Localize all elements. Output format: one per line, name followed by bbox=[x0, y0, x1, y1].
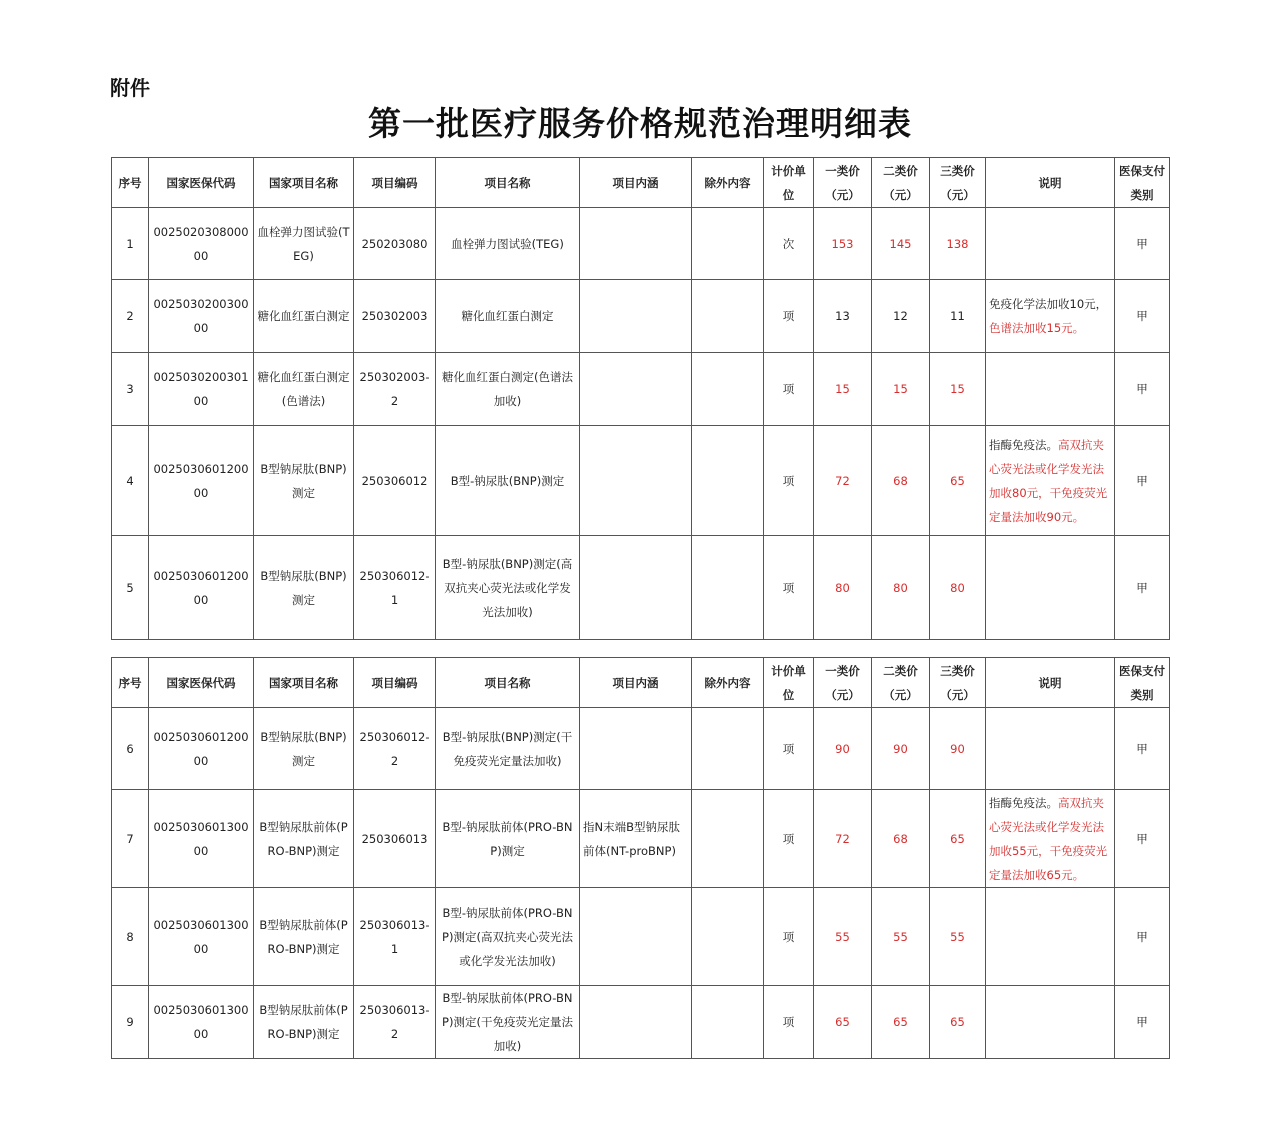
header-p1: 一类价（元） bbox=[814, 158, 872, 208]
header-content: 项目内涵 bbox=[580, 158, 692, 208]
cell-item-name: B型-钠尿肽前体(PRO-BNP)测定(干免疫荧光定量法加收) bbox=[436, 986, 580, 1059]
cell-nat-name: 糖化血红蛋白测定 bbox=[254, 280, 354, 353]
cell-unit: 项 bbox=[764, 536, 814, 640]
cell-unit: 项 bbox=[764, 353, 814, 426]
cell-p2: 65 bbox=[872, 986, 930, 1059]
cell-excluded bbox=[692, 986, 764, 1059]
cell-p2: 90 bbox=[872, 708, 930, 790]
cell-p3: 138 bbox=[930, 208, 986, 280]
cell-no: 8 bbox=[112, 888, 149, 986]
cell-pay: 甲 bbox=[1115, 208, 1170, 280]
cell-item-code: 250306012-1 bbox=[354, 536, 436, 640]
attachment-label: 附件 bbox=[110, 76, 150, 100]
cell-content bbox=[580, 208, 692, 280]
header-no: 序号 bbox=[112, 658, 149, 708]
cell-excluded bbox=[692, 208, 764, 280]
cell-content bbox=[580, 426, 692, 536]
price-table-part-1 bbox=[111, 157, 1170, 640]
cell-item-name: B型-钠尿肽(BNP)测定(高双抗夹心荧光法或化学发光法加收) bbox=[436, 536, 580, 640]
header-p3: 三类价（元） bbox=[930, 658, 986, 708]
header-unit: 计价单位 bbox=[764, 158, 814, 208]
cell-code: 002503020030000 bbox=[149, 280, 254, 353]
cell-item-name: B型-钠尿肽(BNP)测定(干免疫荧光定量法加收) bbox=[436, 708, 580, 790]
remark-text: 指酶免疫法。 bbox=[989, 795, 1058, 810]
table-header-row bbox=[112, 658, 1170, 708]
cell-remark bbox=[986, 888, 1115, 986]
cell-no: 6 bbox=[112, 708, 149, 790]
header-pay: 医保支付类别 bbox=[1115, 658, 1170, 708]
header-item-code: 项目编码 bbox=[354, 158, 436, 208]
table-row bbox=[112, 208, 1170, 280]
cell-excluded bbox=[692, 353, 764, 426]
cell-item-code: 250306012-2 bbox=[354, 708, 436, 790]
price-table-part-2 bbox=[111, 657, 1170, 1059]
cell-unit: 项 bbox=[764, 426, 814, 536]
cell-p3: 90 bbox=[930, 708, 986, 790]
cell-no: 9 bbox=[112, 986, 149, 1059]
cell-remark bbox=[986, 280, 1115, 353]
cell-content bbox=[580, 536, 692, 640]
cell-p2: 68 bbox=[872, 426, 930, 536]
header-pay: 医保支付类别 bbox=[1115, 158, 1170, 208]
header-item-name: 项目名称 bbox=[436, 158, 580, 208]
cell-code: 002502030800000 bbox=[149, 208, 254, 280]
table-row bbox=[112, 888, 1170, 986]
header-p2: 二类价（元） bbox=[872, 658, 930, 708]
cell-p2: 145 bbox=[872, 208, 930, 280]
cell-pay: 甲 bbox=[1115, 790, 1170, 888]
cell-code: 002503020030100 bbox=[149, 353, 254, 426]
cell-p2: 80 bbox=[872, 536, 930, 640]
cell-pay: 甲 bbox=[1115, 708, 1170, 790]
cell-pay: 甲 bbox=[1115, 888, 1170, 986]
header-remark: 说明 bbox=[986, 658, 1115, 708]
cell-p2: 68 bbox=[872, 790, 930, 888]
cell-nat-name: B型钠尿肽前体(PRO-BNP)测定 bbox=[254, 888, 354, 986]
cell-p1: 153 bbox=[814, 208, 872, 280]
header-remark: 说明 bbox=[986, 158, 1115, 208]
header-no: 序号 bbox=[112, 158, 149, 208]
table-header-row bbox=[112, 158, 1170, 208]
cell-nat-name: B型钠尿肽(BNP)测定 bbox=[254, 426, 354, 536]
cell-no: 3 bbox=[112, 353, 149, 426]
cell-remark bbox=[986, 353, 1115, 426]
cell-content bbox=[580, 708, 692, 790]
cell-no: 4 bbox=[112, 426, 149, 536]
cell-excluded bbox=[692, 426, 764, 536]
cell-pay: 甲 bbox=[1115, 280, 1170, 353]
cell-pay: 甲 bbox=[1115, 353, 1170, 426]
page-title: 第一批医疗服务价格规范治理明细表 bbox=[368, 104, 912, 143]
table-row bbox=[112, 986, 1170, 1059]
cell-item-name: B型-钠尿肽前体(PRO-BNP)测定(高双抗夹心荧光法或化学发光法加收) bbox=[436, 888, 580, 986]
cell-item-code: 250203080 bbox=[354, 208, 436, 280]
cell-p3: 11 bbox=[930, 280, 986, 353]
cell-code: 002503060120000 bbox=[149, 708, 254, 790]
cell-unit: 项 bbox=[764, 986, 814, 1059]
cell-item-code: 250306013 bbox=[354, 790, 436, 888]
cell-p3: 80 bbox=[930, 536, 986, 640]
cell-p1: 65 bbox=[814, 986, 872, 1059]
cell-p3: 55 bbox=[930, 888, 986, 986]
cell-content bbox=[580, 790, 692, 888]
cell-remark bbox=[986, 790, 1115, 888]
header-content: 项目内涵 bbox=[580, 658, 692, 708]
remark-text: 指酶免疫法。 bbox=[989, 437, 1058, 452]
cell-excluded bbox=[692, 790, 764, 888]
cell-nat-name: 糖化血红蛋白测定(色谱法) bbox=[254, 353, 354, 426]
cell-item-code: 250306013-2 bbox=[354, 986, 436, 1059]
cell-excluded bbox=[692, 888, 764, 986]
cell-content bbox=[580, 353, 692, 426]
header-excluded: 除外内容 bbox=[692, 658, 764, 708]
cell-item-name: B型-钠尿肽(BNP)测定 bbox=[436, 426, 580, 536]
cell-unit: 项 bbox=[764, 708, 814, 790]
cell-pay: 甲 bbox=[1115, 536, 1170, 640]
cell-unit: 项 bbox=[764, 888, 814, 986]
header-p2: 二类价（元） bbox=[872, 158, 930, 208]
cell-remark bbox=[986, 536, 1115, 640]
cell-item-name: 糖化血红蛋白测定(色谱法加收) bbox=[436, 353, 580, 426]
cell-p1: 15 bbox=[814, 353, 872, 426]
cell-p2: 15 bbox=[872, 353, 930, 426]
header-p3: 三类价（元） bbox=[930, 158, 986, 208]
header-unit: 计价单位 bbox=[764, 658, 814, 708]
cell-p3: 65 bbox=[930, 426, 986, 536]
header-item-name: 项目名称 bbox=[436, 658, 580, 708]
cell-code: 002503060120000 bbox=[149, 426, 254, 536]
cell-p3: 65 bbox=[930, 790, 986, 888]
cell-pay: 甲 bbox=[1115, 986, 1170, 1059]
cell-item-code: 250302003 bbox=[354, 280, 436, 353]
remark-surcharge-text: 高双抗夹心荧光法或化学发光法加收80元，干免疫荧光定量法加收90元。 bbox=[989, 437, 1108, 524]
cell-excluded bbox=[692, 708, 764, 790]
cell-remark bbox=[986, 708, 1115, 790]
remark-surcharge-text: 色谱法加收15元。 bbox=[989, 321, 1085, 335]
cell-item-name: B型-钠尿肽前体(PRO-BNP)测定 bbox=[436, 790, 580, 888]
table-row bbox=[112, 353, 1170, 426]
header-code: 国家医保代码 bbox=[149, 158, 254, 208]
cell-content bbox=[580, 986, 692, 1059]
header-item-code: 项目编码 bbox=[354, 658, 436, 708]
cell-item-name: 血栓弹力图试验(TEG) bbox=[436, 208, 580, 280]
cell-p1: 13 bbox=[814, 280, 872, 353]
cell-p1: 55 bbox=[814, 888, 872, 986]
cell-no: 2 bbox=[112, 280, 149, 353]
cell-nat-name: 血栓弹力图试验(TEG) bbox=[254, 208, 354, 280]
cell-nat-name: B型钠尿肽前体(PRO-BNP)测定 bbox=[254, 790, 354, 888]
cell-excluded bbox=[692, 280, 764, 353]
cell-unit: 项 bbox=[764, 790, 814, 888]
remark-text: 免疫化学法加收10元， bbox=[989, 297, 1108, 311]
header-code: 国家医保代码 bbox=[149, 658, 254, 708]
cell-unit: 次 bbox=[764, 208, 814, 280]
cell-content bbox=[580, 280, 692, 353]
cell-code: 002503060130000 bbox=[149, 888, 254, 986]
cell-code: 002503060130000 bbox=[149, 790, 254, 888]
cell-remark bbox=[986, 986, 1115, 1059]
cell-no: 5 bbox=[112, 536, 149, 640]
cell-code: 002503060120000 bbox=[149, 536, 254, 640]
cell-p3: 65 bbox=[930, 986, 986, 1059]
cell-item-name: 糖化血红蛋白测定 bbox=[436, 280, 580, 353]
header-nat-name: 国家项目名称 bbox=[254, 158, 354, 208]
cell-p1: 72 bbox=[814, 790, 872, 888]
cell-no: 1 bbox=[112, 208, 149, 280]
cell-pay: 甲 bbox=[1115, 426, 1170, 536]
cell-nat-name: B型钠尿肽前体(PRO-BNP)测定 bbox=[254, 986, 354, 1059]
header-excluded: 除外内容 bbox=[692, 158, 764, 208]
header-nat-name: 国家项目名称 bbox=[254, 658, 354, 708]
cell-no: 7 bbox=[112, 790, 149, 888]
cell-p1: 72 bbox=[814, 426, 872, 536]
cell-remark bbox=[986, 426, 1115, 536]
remark-surcharge-text: 高双抗夹心荧光法或化学发光法加收55元，干免疫荧光定量法加收65元。 bbox=[989, 795, 1108, 882]
cell-excluded bbox=[692, 536, 764, 640]
table-row bbox=[112, 536, 1170, 640]
cell-item-code: 250302003-2 bbox=[354, 353, 436, 426]
cell-p2: 55 bbox=[872, 888, 930, 986]
cell-remark bbox=[986, 208, 1115, 280]
cell-nat-name: B型钠尿肽(BNP)测定 bbox=[254, 536, 354, 640]
cell-item-code: 250306013-1 bbox=[354, 888, 436, 986]
content-text: 指N末端B型钠尿肽前体(NT-proBNP) bbox=[583, 819, 680, 858]
cell-nat-name: B型钠尿肽(BNP)测定 bbox=[254, 708, 354, 790]
table-row bbox=[112, 280, 1170, 353]
cell-unit: 项 bbox=[764, 280, 814, 353]
cell-p1: 80 bbox=[814, 536, 872, 640]
table-row bbox=[112, 708, 1170, 790]
cell-p1: 90 bbox=[814, 708, 872, 790]
cell-code: 002503060130000 bbox=[149, 986, 254, 1059]
cell-content bbox=[580, 888, 692, 986]
table-row bbox=[112, 790, 1170, 888]
cell-p2: 12 bbox=[872, 280, 930, 353]
table-row bbox=[112, 426, 1170, 536]
cell-p3: 15 bbox=[930, 353, 986, 426]
header-p1: 一类价（元） bbox=[814, 658, 872, 708]
cell-item-code: 250306012 bbox=[354, 426, 436, 536]
